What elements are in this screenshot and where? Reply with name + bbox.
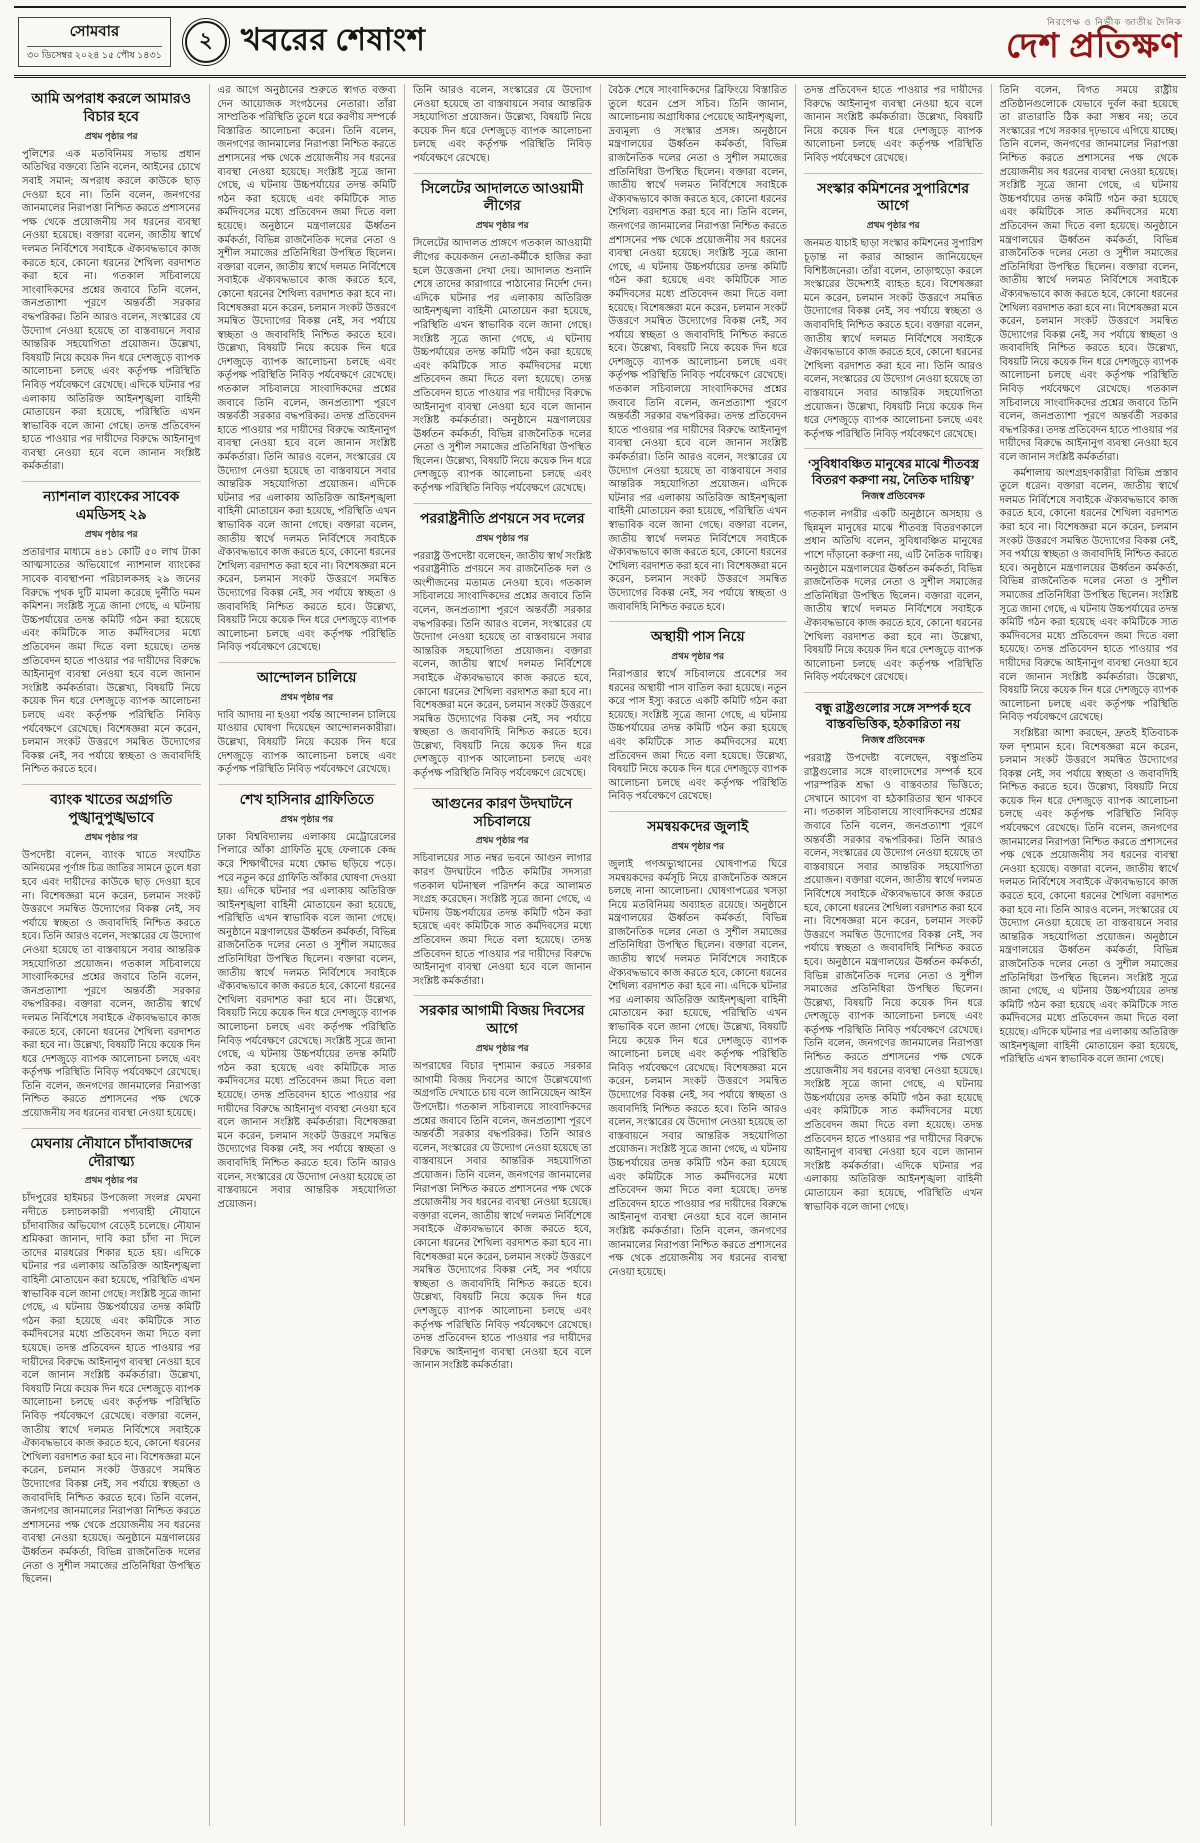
- article: [218, 662, 397, 777]
- masthead-block: [1006, 18, 1182, 65]
- article-body: গতকাল নগরীর একটি অনুষ্ঠানে অসহায় ও ছিন্নমূল মানুষের মাঝে শীতবস্ত্র বিতরণকালে প্রধান অতিথি বলেন, সুবিধাবঞ্চিত মানুষের পাশে দাঁড়ানো করুণা নয়, এটি নৈতিক দায়িত্ব। অনুষ্ঠানে মন্ত্রণালয়ের ঊর্ধ্বতন কর্মকর্তা, বিভিন্ন রাজনৈতিক দলের নেতা ও সুশীল সমাজের প্রতিনিধিরা উপস্থিত ছিলেন। বক্তারা বলেন, জাতীয় স্বার্থে দলমত নির্বিশেষে সবাইকে ঐক্যবদ্ধভাবে কাজ করতে হবে, কোনো ধরনের শৈথিল্য বরদাশত করা হবে না। উল্লেখ্য, বিষয়টি নিয়ে কয়েক দিন ধরে দেশজুড়ে ব্যাপক আলোচনা চলছে এবং কর্তৃপক্ষ পরিস্থিতি নিবিড় পর্যবেক্ষণে রেখেছে।: [804, 509, 983, 684]
- day-label: সোমবার: [27, 20, 162, 47]
- article-body: তদন্ত প্রতিবেদন হাতে পাওয়ার পর দায়ীদের বিরুদ্ধে আইনানুগ ব্যবস্থা নেওয়া হবে বলে জানান সংশ্লিষ্ট কর্মকর্তারা। উল্লেখ্য, বিষয়টি নিয়ে কয়েক দিন ধরে দেশজুড়ে ব্যাপক আলোচনা চলছে এবং কর্তৃপক্ষ পরিস্থিতি নিবিড় পর্যবেক্ষণে রেখেছে।: [804, 85, 983, 164]
- article-headline: মেঘনায় নৌযানে চাঁদাবাজদের দৌরাত্ম্য: [30, 1136, 193, 1170]
- reporter-byline: নিজস্ব প্রতিবেদক: [861, 736, 925, 746]
- page-header: [14, 6, 1186, 78]
- reporter-byline: নিজস্ব প্রতিবেদক: [861, 492, 925, 503]
- column-2: [209, 84, 405, 1826]
- continued-from-label: প্রথম পৃষ্ঠার পর: [280, 813, 334, 824]
- article-headline: সিলেটের আদালতে আওয়ামী লীগের: [421, 181, 584, 215]
- article-body: কর্মশালায় অংশগ্রহণকারীরা বিভিন্ন প্রস্তাব তুলে ধরেন। বক্তারা বলেন, জাতীয় স্বার্থে দলমত নির্বিশেষে সবাইকে ঐক্যবদ্ধভাবে কাজ করতে হবে, কোনো ধরনের শৈথিল্য বরদাশত করা হবে না। বিশেষজ্ঞরা মনে করেন, চলমান সংকট উত্তরণে সমন্বিত উদ্যোগের বিকল্প নেই, সব পর্যায়ে স্বচ্ছতা ও জবাবদিহি নিশ্চিত করতে হবে। অনুষ্ঠানে মন্ত্রণালয়ের ঊর্ধ্বতন কর্মকর্তা, বিভিন্ন রাজনৈতিক দলের নেতা ও সুশীল সমাজের প্রতিনিধিরা উপস্থিত ছিলেন। সংশ্লিষ্ট সূত্রে জানা গেছে, এ ঘটনায় উচ্চপর্যায়ের তদন্ত কমিটি গঠন করা হয়েছে এবং কমিটিকে সাত কর্মদিবসের মধ্যে প্রতিবেদন জমা দিতে বলা হয়েছে। তদন্ত প্রতিবেদন হাতে পাওয়ার পর দায়ীদের বিরুদ্ধে আইনানুগ ব্যবস্থা নেওয়া হবে বলে জানান সংশ্লিষ্ট কর্মকর্তারা। উল্লেখ্য, বিষয়টি নিয়ে কয়েক দিন ধরে দেশজুড়ে ব্যাপক আলোচনা চলছে এবং কর্তৃপক্ষ পরিস্থিতি নিবিড় পর্যবেক্ষণে রেখেছে।: [999, 467, 1178, 724]
- masthead-tagline: নিরপেক্ষ ও নির্ভীক জাতীয় দৈনিক: [1047, 16, 1182, 27]
- article-headline: আমি অপরাধ করলে আমারও বিচার হবে: [31, 92, 192, 125]
- article-continuation: [218, 84, 397, 655]
- article-body: বৈঠক শেষে সাংবাদিকদের ব্রিফিংয়ে বিস্তারিত তুলে ধরেন প্রেস সচিব। তিনি জানান, আলোচনায় অগ্রাধিকার পেয়েছে আইনশৃঙ্খলা, দ্রব্যমূল্য ও সংস্কার প্রসঙ্গ। অনুষ্ঠানে মন্ত্রণালয়ের ঊর্ধ্বতন কর্মকর্তা, বিভিন্ন রাজনৈতিক দলের নেতা ও সুশীল সমাজের প্রতিনিধিরা উপস্থিত ছিলেন। বক্তারা বলেন, জাতীয় স্বার্থে দলমত নির্বিশেষে সবাইকে ঐক্যবদ্ধভাবে কাজ করতে হবে, কোনো ধরনের শৈথিল্য বরদাশত করা হবে না। তিনি বলেন, জনগণের জানমালের নিরাপত্তা নিশ্চিত করতে প্রশাসনের পক্ষ থেকে প্রয়োজনীয় সব ধরনের ব্যবস্থা নেওয়া হয়েছে। সংশ্লিষ্ট সূত্রে জানা গেছে, এ ঘটনায় উচ্চপর্যায়ের তদন্ত কমিটি গঠন করা হয়েছে এবং কমিটিকে সাত কর্মদিবসের মধ্যে প্রতিবেদন জমা দিতে বলা হয়েছে। বিশেষজ্ঞরা মনে করেন, চলমান সংকট উত্তরণে সমন্বিত উদ্যোগের বিকল্প নেই, সব পর্যায়ে স্বচ্ছতা ও জবাবদিহি নিশ্চিত করতে হবে। উল্লেখ্য, বিষয়টি নিয়ে কয়েক দিন ধরে দেশজুড়ে ব্যাপক আলোচনা চলছে এবং কর্তৃপক্ষ পরিস্থিতি নিবিড় পর্যবেক্ষণে রেখেছে। গতকাল সচিবালয়ে সাংবাদিকদের প্রশ্নের জবাবে তিনি বলেন, জনপ্রত্যাশা পূরণে অন্তর্বর্তী সরকার বদ্ধপরিকর। তদন্ত প্রতিবেদন হাতে পাওয়ার পর দায়ীদের বিরুদ্ধে আইনানুগ ব্যবস্থা নেওয়া হবে বলে জানান সংশ্লিষ্ট কর্মকর্তারা। তিনি আরও বলেন, সংস্কারের যে উদ্যোগ নেওয়া হয়েছে তা বাস্তবায়নে সবার আন্তরিক সহযোগিতা প্রয়োজন। এদিকে ঘটনার পর এলাকায় অতিরিক্ত আইনশৃঙ্খলা বাহিনী মোতায়েন করা হয়েছে, পরিস্থিতি এখন স্বাভাবিক বলে জানা গেছে। বক্তারা বলেন, জাতীয় স্বার্থে দলমত নির্বিশেষে সবাইকে ঐক্যবদ্ধভাবে কাজ করতে হবে, কোনো ধরনের শৈথিল্য বরদাশত করা হবে না। বিশেষজ্ঞরা মনে করেন, চলমান সংকট উত্তরণে সমন্বিত উদ্যোগের বিকল্প নেই, সব পর্যায়ে স্বচ্ছতা ও জবাবদিহি নিশ্চিত করতে হবে।: [608, 85, 787, 613]
- article-body: নিরাপত্তার স্বার্থে সচিবালয়ে প্রবেশের সব ধরনের অস্থায়ী পাস বাতিল করা হয়েছে। নতুন করে পাস ইস্যু করতে একটি কমিটি গঠন করা হয়েছে। সংশ্লিষ্ট সূত্রে জানা গেছে, এ ঘটনায় উচ্চপর্যায়ের তদন্ত কমিটি গঠন করা হয়েছে এবং কমিটিকে সাত কর্মদিবসের মধ্যে প্রতিবেদন জমা দিতে বলা হয়েছে। উল্লেখ্য, বিষয়টি নিয়ে কয়েক দিন ধরে দেশজুড়ে ব্যাপক আলোচনা চলছে এবং কর্তৃপক্ষ পরিস্থিতি নিবিড় পর্যবেক্ষণে রেখেছে।: [608, 669, 787, 803]
- article-headline: ‘সুবিধাবঞ্চিত মানুষের মাঝে শীতবস্ত্র বিতরণ করুণা নয়, নৈতিক দায়িত্ব’: [807, 457, 980, 488]
- continued-from-label: প্রথম পৃষ্ঠার পর: [671, 651, 725, 662]
- article: [413, 995, 592, 1372]
- article-continuation: [1000, 84, 1179, 1067]
- column-4: [600, 84, 796, 1826]
- article-body: উপদেষ্টা বলেন, ব্যাংক খাতে সংঘটিত অনিয়মের পূর্ণাঙ্গ চিত্র জাতির সামনে তুলে ধরা হবে এবং দায়ীদের কাউকে ছাড় দেওয়া হবে না। বিশেষজ্ঞরা মনে করেন, চলমান সংকট উত্তরণে সমন্বিত উদ্যোগের বিকল্প নেই, সব পর্যায়ে স্বচ্ছতা ও জবাবদিহি নিশ্চিত করতে হবে। তিনি আরও বলেন, সংস্কারের যে উদ্যোগ নেওয়া হয়েছে তা বাস্তবায়নে সবার আন্তরিক সহযোগিতা প্রয়োজন। গতকাল সচিবালয়ে সাংবাদিকদের প্রশ্নের জবাবে তিনি বলেন, জনপ্রত্যাশা পূরণে অন্তর্বর্তী সরকার বদ্ধপরিকর। বক্তারা বলেন, জাতীয় স্বার্থে দলমত নির্বিশেষে সবাইকে ঐক্যবদ্ধভাবে কাজ করতে হবে, কোনো ধরনের শৈথিল্য বরদাশত করা হবে না। উল্লেখ্য, বিষয়টি নিয়ে কয়েক দিন ধরে দেশজুড়ে ব্যাপক আলোচনা চলছে এবং কর্তৃপক্ষ পরিস্থিতি নিবিড় পর্যবেক্ষণে রেখেছে। তিনি বলেন, জনগণের জানমালের নিরাপত্তা নিশ্চিত করতে প্রশাসনের পক্ষ থেকে প্রয়োজনীয় সব ধরনের ব্যবস্থা নেওয়া হয়েছে।: [22, 849, 201, 1120]
- article: [413, 173, 592, 496]
- article-headline: পররাষ্ট্রনীতি প্রণয়নে সব দলের: [419, 511, 585, 527]
- article: [804, 692, 983, 1214]
- section-title: খবরের শেষাংশ: [240, 21, 426, 57]
- article: [22, 91, 201, 474]
- article-body: সংশ্লিষ্টরা আশা করছেন, দ্রুতই ইতিবাচক ফল দৃশ্যমান হবে। বিশেষজ্ঞরা মনে করেন, চলমান সংকট উত্তরণে সমন্বিত উদ্যোগের বিকল্প নেই, সব পর্যায়ে স্বচ্ছতা ও জবাবদিহি নিশ্চিত করতে হবে। উল্লেখ্য, বিষয়টি নিয়ে কয়েক দিন ধরে দেশজুড়ে ব্যাপক আলোচনা চলছে এবং কর্তৃপক্ষ পরিস্থিতি নিবিড় পর্যবেক্ষণে রেখেছে। তিনি বলেন, জনগণের জানমালের নিরাপত্তা নিশ্চিত করতে প্রশাসনের পক্ষ থেকে প্রয়োজনীয় সব ধরনের ব্যবস্থা নেওয়া হয়েছে। বক্তারা বলেন, জাতীয় স্বার্থে দলমত নির্বিশেষে সবাইকে ঐক্যবদ্ধভাবে কাজ করতে হবে, কোনো ধরনের শৈথিল্য বরদাশত করা হবে না। তিনি আরও বলেন, সংস্কারের যে উদ্যোগ নেওয়া হয়েছে তা বাস্তবায়নে সবার আন্তরিক সহযোগিতা প্রয়োজন। অনুষ্ঠানে মন্ত্রণালয়ের ঊর্ধ্বতন কর্মকর্তা, বিভিন্ন রাজনৈতিক দলের নেতা ও সুশীল সমাজের প্রতিনিধিরা উপস্থিত ছিলেন। সংশ্লিষ্ট সূত্রে জানা গেছে, এ ঘটনায় উচ্চপর্যায়ের তদন্ত কমিটি গঠন করা হয়েছে এবং কমিটিকে সাত কর্মদিবসের মধ্যে প্রতিবেদন জমা দিতে বলা হয়েছে। এদিকে ঘটনার পর এলাকায় অতিরিক্ত আইনশৃঙ্খলা বাহিনী মোতায়েন করা হয়েছে, পরিস্থিতি এখন স্বাভাবিক বলে জানা গেছে।: [999, 727, 1178, 1066]
- article: [218, 784, 397, 1212]
- continued-from-label: প্রথম পৃষ্ঠার পর: [84, 130, 138, 141]
- continued-from-label: প্রথম পৃষ্ঠার পর: [84, 528, 138, 539]
- article-headline: আগুনের কারণ উদঘাটনে সচিবালয়ে: [432, 796, 573, 830]
- article-body: এর আগে অনুষ্ঠানের শুরুতে স্বাগত বক্তব্য দেন আয়োজক সংগঠনের নেতারা। তাঁরা সাম্প্রতিক পরিস্থিতি তুলে ধরে করণীয় সম্পর্কে বিস্তারিত আলোচনা করেন। তিনি বলেন, জনগণের জানমালের নিরাপত্তা নিশ্চিত করতে প্রশাসনের পক্ষ থেকে প্রয়োজনীয় সব ধরনের ব্যবস্থা নেওয়া হয়েছে। সংশ্লিষ্ট সূত্রে জানা গেছে, এ ঘটনায় উচ্চপর্যায়ের তদন্ত কমিটি গঠন করা হয়েছে এবং কমিটিকে সাত কর্মদিবসের মধ্যে প্রতিবেদন জমা দিতে বলা হয়েছে। অনুষ্ঠানে মন্ত্রণালয়ের ঊর্ধ্বতন কর্মকর্তা, বিভিন্ন রাজনৈতিক দলের নেতা ও সুশীল সমাজের প্রতিনিধিরা উপস্থিত ছিলেন। বক্তারা বলেন, জাতীয় স্বার্থে দলমত নির্বিশেষে সবাইকে ঐক্যবদ্ধভাবে কাজ করতে হবে, কোনো ধরনের শৈথিল্য বরদাশত করা হবে না। বিশেষজ্ঞরা মনে করেন, চলমান সংকট উত্তরণে সমন্বিত উদ্যোগের বিকল্প নেই, সব পর্যায়ে স্বচ্ছতা ও জবাবদিহি নিশ্চিত করতে হবে। উল্লেখ্য, বিষয়টি নিয়ে কয়েক দিন ধরে দেশজুড়ে ব্যাপক আলোচনা চলছে এবং কর্তৃপক্ষ পরিস্থিতি নিবিড় পর্যবেক্ষণে রেখেছে। গতকাল সচিবালয়ে সাংবাদিকদের প্রশ্নের জবাবে তিনি বলেন, জনপ্রত্যাশা পূরণে অন্তর্বর্তী সরকার বদ্ধপরিকর। তদন্ত প্রতিবেদন হাতে পাওয়ার পর দায়ীদের বিরুদ্ধে আইনানুগ ব্যবস্থা নেওয়া হবে বলে জানান সংশ্লিষ্ট কর্মকর্তারা। তিনি আরও বলেন, সংস্কারের যে উদ্যোগ নেওয়া হয়েছে তা বাস্তবায়নে সবার আন্তরিক সহযোগিতা প্রয়োজন। এদিকে ঘটনার পর এলাকায় অতিরিক্ত আইনশৃঙ্খলা বাহিনী মোতায়েন করা হয়েছে, পরিস্থিতি এখন স্বাভাবিক বলে জানা গেছে। বক্তারা বলেন, জাতীয় স্বার্থে দলমত নির্বিশেষে সবাইকে ঐক্যবদ্ধভাবে কাজ করতে হবে, কোনো ধরনের শৈথিল্য বরদাশত করা হবে না। বিশেষজ্ঞরা মনে করেন, চলমান সংকট উত্তরণে সমন্বিত উদ্যোগের বিকল্প নেই, সব পর্যায়ে স্বচ্ছতা ও জবাবদিহি নিশ্চিত করতে হবে। উল্লেখ্য, বিষয়টি নিয়ে কয়েক দিন ধরে দেশজুড়ে ব্যাপক আলোচনা চলছে এবং কর্তৃপক্ষ পরিস্থিতি নিবিড় পর্যবেক্ষণে রেখেছে।: [217, 85, 396, 654]
- article-headline: সমন্বয়কদের জুলাই: [647, 820, 749, 835]
- article-continuation: [609, 84, 788, 614]
- article: [413, 503, 592, 781]
- article: [22, 784, 201, 1121]
- article-body: জুলাই গণঅভ্যুত্থানের ঘোষণাপত্র ঘিরে সমন্বয়কদের কর্মসূচি নিয়ে রাজনৈতিক অঙ্গনে চলছে নানা আলোচনা। ঘোষণাপত্রের খসড়া নিয়ে মতবিনিময় অব্যাহত রয়েছে। অনুষ্ঠানে মন্ত্রণালয়ের ঊর্ধ্বতন কর্মকর্তা, বিভিন্ন রাজনৈতিক দলের নেতা ও সুশীল সমাজের প্রতিনিধিরা উপস্থিত ছিলেন। বক্তারা বলেন, জাতীয় স্বার্থে দলমত নির্বিশেষে সবাইকে ঐক্যবদ্ধভাবে কাজ করতে হবে, কোনো ধরনের শৈথিল্য বরদাশত করা হবে না। এদিকে ঘটনার পর এলাকায় অতিরিক্ত আইনশৃঙ্খলা বাহিনী মোতায়েন করা হয়েছে, পরিস্থিতি এখন স্বাভাবিক বলে জানা গেছে। উল্লেখ্য, বিষয়টি নিয়ে কয়েক দিন ধরে দেশজুড়ে ব্যাপক আলোচনা চলছে এবং কর্তৃপক্ষ পরিস্থিতি নিবিড় পর্যবেক্ষণে রেখেছে। বিশেষজ্ঞরা মনে করেন, চলমান সংকট উত্তরণে সমন্বিত উদ্যোগের বিকল্প নেই, সব পর্যায়ে স্বচ্ছতা ও জবাবদিহি নিশ্চিত করতে হবে। তিনি আরও বলেন, সংস্কারের যে উদ্যোগ নেওয়া হয়েছে তা বাস্তবায়নে সবার আন্তরিক সহযোগিতা প্রয়োজন। সংশ্লিষ্ট সূত্রে জানা গেছে, এ ঘটনায় উচ্চপর্যায়ের তদন্ত কমিটি গঠন করা হয়েছে এবং কমিটিকে সাত কর্মদিবসের মধ্যে প্রতিবেদন জমা দিতে বলা হয়েছে। তদন্ত প্রতিবেদন হাতে পাওয়ার পর দায়ীদের বিরুদ্ধে আইনানুগ ব্যবস্থা নেওয়া হবে বলে জানান সংশ্লিষ্ট কর্মকর্তারা। তিনি বলেন, জনগণের জানমালের নিরাপত্তা নিশ্চিত করতে প্রশাসনের পক্ষ থেকে প্রয়োজনীয় সব ধরনের ব্যবস্থা নেওয়া হয়েছে।: [608, 858, 787, 1278]
- article-continuation: [804, 84, 983, 166]
- continued-from-label: প্রথম পৃষ্ঠার পর: [475, 532, 529, 543]
- article-body: দাবি আদায় না হওয়া পর্যন্ত আন্দোলন চালিয়ে যাওয়ার ঘোষণা দিয়েছেন আন্দোলনকারীরা। উল্লেখ্য, বিষয়টি নিয়ে কয়েক দিন ধরে দেশজুড়ে ব্যাপক আলোচনা চলছে এবং কর্তৃপক্ষ পরিস্থিতি নিবিড় পর্যবেক্ষণে রেখেছে।: [217, 709, 396, 776]
- article: [609, 811, 788, 1279]
- column-5: [795, 84, 991, 1826]
- column-3: [404, 84, 600, 1826]
- date-box: [18, 17, 171, 67]
- article-body: পররাষ্ট্র উপদেষ্টা বলেছেন, জাতীয় স্বার্থ সংশ্লিষ্ট পররাষ্ট্রনীতি প্রণয়নে সব রাজনৈতিক দল ও অংশীজনের মতামত নেওয়া হবে। গতকাল সচিবালয়ে সাংবাদিকদের প্রশ্নের জবাবে তিনি বলেন, জনপ্রত্যাশা পূরণে অন্তর্বর্তী সরকার বদ্ধপরিকর। তিনি আরও বলেন, সংস্কারের যে উদ্যোগ নেওয়া হয়েছে তা বাস্তবায়নে সবার আন্তরিক সহযোগিতা প্রয়োজন। বক্তারা বলেন, জাতীয় স্বার্থে দলমত নির্বিশেষে সবাইকে ঐক্যবদ্ধভাবে কাজ করতে হবে, কোনো ধরনের শৈথিল্য বরদাশত করা হবে না। বিশেষজ্ঞরা মনে করেন, চলমান সংকট উত্তরণে সমন্বিত উদ্যোগের বিকল্প নেই, সব পর্যায়ে স্বচ্ছতা ও জবাবদিহি নিশ্চিত করতে হবে। উল্লেখ্য, বিষয়টি নিয়ে কয়েক দিন ধরে দেশজুড়ে ব্যাপক আলোচনা চলছে এবং কর্তৃপক্ষ পরিস্থিতি নিবিড় পর্যবেক্ষণে রেখেছে।: [413, 550, 592, 780]
- article-body: পররাষ্ট্র উপদেষ্টা বলেছেন, বন্ধুপ্রতিম রাষ্ট্রগুলোর সঙ্গে বাংলাদেশের সম্পর্ক হবে পারস্পরিক শ্রদ্ধা ও বাস্তবতার ভিত্তিতে; সেখানে আবেগ বা হঠকারিতার স্থান থাকবে না। গতকাল সচিবালয়ে সাংবাদিকদের প্রশ্নের জবাবে তিনি বলেন, জনপ্রত্যাশা পূরণে অন্তর্বর্তী সরকার বদ্ধপরিকর। তিনি আরও বলেন, সংস্কারের যে উদ্যোগ নেওয়া হয়েছে তা বাস্তবায়নে সবার আন্তরিক সহযোগিতা প্রয়োজন। বক্তারা বলেন, জাতীয় স্বার্থে দলমত নির্বিশেষে সবাইকে ঐক্যবদ্ধভাবে কাজ করতে হবে, কোনো ধরনের শৈথিল্য বরদাশত করা হবে না। বিশেষজ্ঞরা মনে করেন, চলমান সংকট উত্তরণে সমন্বিত উদ্যোগের বিকল্প নেই, সব পর্যায়ে স্বচ্ছতা ও জবাবদিহি নিশ্চিত করতে হবে। অনুষ্ঠানে মন্ত্রণালয়ের ঊর্ধ্বতন কর্মকর্তা, বিভিন্ন রাজনৈতিক দলের নেতা ও সুশীল সমাজের প্রতিনিধিরা উপস্থিত ছিলেন। উল্লেখ্য, বিষয়টি নিয়ে কয়েক দিন ধরে দেশজুড়ে ব্যাপক আলোচনা চলছে এবং কর্তৃপক্ষ পরিস্থিতি নিবিড় পর্যবেক্ষণে রেখেছে। তিনি বলেন, জনগণের জানমালের নিরাপত্তা নিশ্চিত করতে প্রশাসনের পক্ষ থেকে প্রয়োজনীয় সব ধরনের ব্যবস্থা নেওয়া হয়েছে। সংশ্লিষ্ট সূত্রে জানা গেছে, এ ঘটনায় উচ্চপর্যায়ের তদন্ত কমিটি গঠন করা হয়েছে এবং কমিটিকে সাত কর্মদিবসের মধ্যে প্রতিবেদন জমা দিতে বলা হয়েছে। তদন্ত প্রতিবেদন হাতে পাওয়ার পর দায়ীদের বিরুদ্ধে আইনানুগ ব্যবস্থা নেওয়া হবে বলে জানান সংশ্লিষ্ট কর্মকর্তারা। এদিকে ঘটনার পর এলাকায় অতিরিক্ত আইনশৃঙ্খলা বাহিনী মোতায়েন করা হয়েছে, পরিস্থিতি এখন স্বাভাবিক বলে জানা গেছে।: [804, 753, 983, 1213]
- column-1: [14, 84, 209, 1826]
- continued-from-label: প্রথম পৃষ্ঠার পর: [475, 220, 529, 231]
- article-headline: সরকার আগামী বিজয় দিবসের আগে: [419, 1004, 585, 1038]
- article-body: জনমত যাচাই ছাড়া সংস্কার কমিশনের সুপারিশ চূড়ান্ত না করার আহ্বান জানিয়েছেন বিশিষ্টজনেরা। তাঁরা বলেন, তাড়াহুড়ো করলে সংস্কারের উদ্দেশ্যই ব্যাহত হবে। বিশেষজ্ঞরা মনে করেন, চলমান সংকট উত্তরণে সমন্বিত উদ্যোগের বিকল্প নেই, সব পর্যায়ে স্বচ্ছতা ও জবাবদিহি নিশ্চিত করতে হবে। বক্তারা বলেন, জাতীয় স্বার্থে দলমত নির্বিশেষে সবাইকে ঐক্যবদ্ধভাবে কাজ করতে হবে, কোনো ধরনের শৈথিল্য বরদাশত করা হবে না। তিনি আরও বলেন, সংস্কারের যে উদ্যোগ নেওয়া হয়েছে তা বাস্তবায়নে সবার আন্তরিক সহযোগিতা প্রয়োজন। উল্লেখ্য, বিষয়টি নিয়ে কয়েক দিন ধরে দেশজুড়ে ব্যাপক আলোচনা চলছে এবং কর্তৃপক্ষ পরিস্থিতি নিবিড় পর্যবেক্ষণে রেখেছে।: [804, 238, 983, 440]
- article-headline: বন্ধু রাষ্ট্রগুলোর সঙ্গে সম্পর্ক হবে বাস্তবভিত্তিক, হঠকারিতা নয়: [815, 701, 971, 731]
- article: [609, 621, 788, 804]
- article-continuation: [413, 84, 592, 166]
- article-body: প্রতারণার মাধ্যমে ৪৪১ কোটি ৫০ লাখ টাকা আত্মসাতের অভিযোগে ন্যাশনাল ব্যাংকের সাবেক ব্যবস্থাপনা পরিচালকসহ ২৯ জনের বিরুদ্ধে পৃথক দুটি মামলা করেছে দুর্নীতি দমন কমিশন। সংশ্লিষ্ট সূত্রে জানা গেছে, এ ঘটনায় উচ্চপর্যায়ের তদন্ত কমিটি গঠন করা হয়েছে এবং কমিটিকে সাত কর্মদিবসের মধ্যে প্রতিবেদন জমা দিতে বলা হয়েছে। তদন্ত প্রতিবেদন হাতে পাওয়ার পর দায়ীদের বিরুদ্ধে আইনানুগ ব্যবস্থা নেওয়া হবে বলে জানান সংশ্লিষ্ট কর্মকর্তারা। উল্লেখ্য, বিষয়টি নিয়ে কয়েক দিন ধরে দেশজুড়ে ব্যাপক আলোচনা চলছে এবং কর্তৃপক্ষ পরিস্থিতি নিবিড় পর্যবেক্ষণে রেখেছে। বিশেষজ্ঞরা মনে করেন, চলমান সংকট উত্তরণে সমন্বিত উদ্যোগের বিকল্প নেই, সব পর্যায়ে স্বচ্ছতা ও জবাবদিহি নিশ্চিত করতে হবে।: [22, 546, 201, 776]
- continued-from-label: প্রথম পৃষ্ঠার পর: [866, 220, 920, 231]
- continued-from-label: প্রথম পৃষ্ঠার পর: [84, 831, 138, 842]
- continued-from-label: প্রথম পৃষ্ঠার পর: [475, 835, 529, 846]
- article-body: সচিবালয়ের সাত নম্বর ভবনে আগুন লাগার কারণ উদঘাটনে গঠিত কমিটির সদস্যরা গতকাল ঘটনাস্থল পরিদর্শন করে আলামত সংগ্রহ করেছেন। সংশ্লিষ্ট সূত্রে জানা গেছে, এ ঘটনায় উচ্চপর্যায়ের তদন্ত কমিটি গঠন করা হয়েছে এবং কমিটিকে সাত কর্মদিবসের মধ্যে প্রতিবেদন জমা দিতে বলা হয়েছে। তদন্ত প্রতিবেদন হাতে পাওয়ার পর দায়ীদের বিরুদ্ধে আইনানুগ ব্যবস্থা নেওয়া হবে বলে জানান সংশ্লিষ্ট কর্মকর্তারা।: [413, 853, 592, 987]
- article-body: সিলেটের আদালত প্রাঙ্গণে গতকাল আওয়ামী লীগের কয়েকজন নেতা-কর্মীকে হাজির করা হলে উত্তেজনা দেখা দেয়। আদালত শুনানি শেষে তাদের কারাগারে পাঠানোর নির্দেশ দেন। এদিকে ঘটনার পর এলাকায় অতিরিক্ত আইনশৃঙ্খলা বাহিনী মোতায়েন করা হয়েছে, পরিস্থিতি এখন স্বাভাবিক বলে জানা গেছে। সংশ্লিষ্ট সূত্রে জানা গেছে, এ ঘটনায় উচ্চপর্যায়ের তদন্ত কমিটি গঠন করা হয়েছে এবং কমিটিকে সাত কর্মদিবসের মধ্যে প্রতিবেদন জমা দিতে বলা হয়েছে। তদন্ত প্রতিবেদন হাতে পাওয়ার পর দায়ীদের বিরুদ্ধে আইনানুগ ব্যবস্থা নেওয়া হবে বলে জানান সংশ্লিষ্ট কর্মকর্তারা। অনুষ্ঠানে মন্ত্রণালয়ের ঊর্ধ্বতন কর্মকর্তা, বিভিন্ন রাজনৈতিক দলের নেতা ও সুশীল সমাজের প্রতিনিধিরা উপস্থিত ছিলেন। উল্লেখ্য, বিষয়টি নিয়ে কয়েক দিন ধরে দেশজুড়ে ব্যাপক আলোচনা চলছে এবং কর্তৃপক্ষ পরিস্থিতি নিবিড় পর্যবেক্ষণে রেখেছে।: [413, 238, 592, 495]
- article-headline: আন্দোলন চালিয়ে: [257, 670, 357, 686]
- article-headline: ব্যাংক খাতের অগ্রগতি পুঙ্খানুপুঙ্খভাবে: [50, 792, 173, 826]
- article: [413, 788, 592, 989]
- article-headline: ন্যাশনাল ব্যাংকের সাবেক এমডিসহ ২৯: [43, 490, 180, 523]
- article-body: তিনি বলেন, বিগত সময়ে রাষ্ট্রীয় প্রতিষ্ঠানগুলোকে যেভাবে দুর্বল করা হয়েছে তা রাতারাতি ঠিক করা সম্ভব নয়; তবে সংস্কারের পথে সরকার দৃঢ়ভাবে এগিয়ে যাচ্ছে। তিনি বলেন, জনগণের জানমালের নিরাপত্তা নিশ্চিত করতে প্রশাসনের পক্ষ থেকে প্রয়োজনীয় সব ধরনের ব্যবস্থা নেওয়া হয়েছে। সংশ্লিষ্ট সূত্রে জানা গেছে, এ ঘটনায় উচ্চপর্যায়ের তদন্ত কমিটি গঠন করা হয়েছে এবং কমিটিকে সাত কর্মদিবসের মধ্যে প্রতিবেদন জমা দিতে বলা হয়েছে। অনুষ্ঠানে মন্ত্রণালয়ের ঊর্ধ্বতন কর্মকর্তা, বিভিন্ন রাজনৈতিক দলের নেতা ও সুশীল সমাজের প্রতিনিধিরা উপস্থিত ছিলেন। বক্তারা বলেন, জাতীয় স্বার্থে দলমত নির্বিশেষে সবাইকে ঐক্যবদ্ধভাবে কাজ করতে হবে, কোনো ধরনের শৈথিল্য বরদাশত করা হবে না। বিশেষজ্ঞরা মনে করেন, চলমান সংকট উত্তরণে সমন্বিত উদ্যোগের বিকল্প নেই, সব পর্যায়ে স্বচ্ছতা ও জবাবদিহি নিশ্চিত করতে হবে। উল্লেখ্য, বিষয়টি নিয়ে কয়েক দিন ধরে দেশজুড়ে ব্যাপক আলোচনা চলছে এবং কর্তৃপক্ষ পরিস্থিতি নিবিড় পর্যবেক্ষণে রেখেছে। গতকাল সচিবালয়ে সাংবাদিকদের প্রশ্নের জবাবে তিনি বলেন, জনপ্রত্যাশা পূরণে অন্তর্বর্তী সরকার বদ্ধপরিকর। তদন্ত প্রতিবেদন হাতে পাওয়ার পর দায়ীদের বিরুদ্ধে আইনানুগ ব্যবস্থা নেওয়া হবে বলে জানান সংশ্লিষ্ট কর্মকর্তারা।: [999, 85, 1178, 464]
- page-number-badge: ২: [185, 21, 227, 63]
- date-label: ৩০ ডিসেম্বর ২০২৪ ১৫ পৌষ ১৪৩১: [27, 50, 162, 61]
- article: [22, 1128, 201, 1587]
- article: [22, 481, 201, 777]
- continued-from-label: প্রথম পৃষ্ঠার পর: [84, 1175, 138, 1186]
- article-headline: অস্থায়ী পাস নিয়ে: [650, 630, 745, 646]
- article-headline: সংস্কার কমিশনের সুপারিশের আগে: [817, 181, 970, 215]
- article: [804, 173, 983, 442]
- continued-from-label: প্রথম পৃষ্ঠার পর: [475, 1043, 529, 1054]
- article-body: পুলিশের এক মতবিনিময় সভায় প্রধান অতিথির বক্তব্যে তিনি বলেন, আইনের চোখে সবাই সমান; অপরাধ করলে কাউকে ছাড় দেওয়া হবে না। তিনি বলেন, জনগণের জানমালের নিরাপত্তা নিশ্চিত করতে প্রশাসনের পক্ষ থেকে প্রয়োজনীয় সব ধরনের ব্যবস্থা নেওয়া হয়েছে। বক্তারা বলেন, জাতীয় স্বার্থে দলমত নির্বিশেষে সবাইকে ঐক্যবদ্ধভাবে কাজ করতে হবে, কোনো ধরনের শৈথিল্য বরদাশত করা হবে না। গতকাল সচিবালয়ে সাংবাদিকদের প্রশ্নের জবাবে তিনি বলেন, জনপ্রত্যাশা পূরণে অন্তর্বর্তী সরকার বদ্ধপরিকর। তিনি আরও বলেন, সংস্কারের যে উদ্যোগ নেওয়া হয়েছে তা বাস্তবায়নে সবার আন্তরিক সহযোগিতা প্রয়োজন। উল্লেখ্য, বিষয়টি নিয়ে কয়েক দিন ধরে দেশজুড়ে ব্যাপক আলোচনা চলছে এবং কর্তৃপক্ষ পরিস্থিতি নিবিড় পর্যবেক্ষণে রেখেছে। এদিকে ঘটনার পর এলাকায় অতিরিক্ত আইনশৃঙ্খলা বাহিনী মোতায়েন করা হয়েছে, পরিস্থিতি এখন স্বাভাবিক বলে জানা গেছে। তদন্ত প্রতিবেদন হাতে পাওয়ার পর দায়ীদের বিরুদ্ধে আইনানুগ ব্যবস্থা নেওয়া হবে বলে জানান সংশ্লিষ্ট কর্মকর্তারা।: [22, 148, 201, 473]
- article-headline: শেখ হাসিনার গ্রাফিতিতে: [239, 792, 374, 808]
- article-body: তিনি আরও বলেন, সংস্কারের যে উদ্যোগ নেওয়া হয়েছে তা বাস্তবায়নে সবার আন্তরিক সহযোগিতা প্রয়োজন। উল্লেখ্য, বিষয়টি নিয়ে কয়েক দিন ধরে দেশজুড়ে ব্যাপক আলোচনা চলছে এবং কর্তৃপক্ষ পরিস্থিতি নিবিড় পর্যবেক্ষণে রেখেছে।: [413, 85, 592, 164]
- article-columns: [14, 84, 1186, 1826]
- masthead-logo: দেশ প্রতিক্ষণ: [1006, 27, 1182, 65]
- continued-from-label: প্রথম পৃষ্ঠার পর: [280, 691, 334, 702]
- article-body: ঢাকা বিশ্ববিদ্যালয় এলাকায় মেট্রোরেলের পিলারে আঁকা গ্রাফিতি মুছে ফেলাকে কেন্দ্র করে শিক্ষার্থীদের মধ্যে ক্ষোভ ছড়িয়ে পড়ে। পরে নতুন করে গ্রাফিতি আঁকার ঘোষণা দেওয়া হয়। এদিকে ঘটনার পর এলাকায় অতিরিক্ত আইনশৃঙ্খলা বাহিনী মোতায়েন করা হয়েছে, পরিস্থিতি এখন স্বাভাবিক বলে জানা গেছে। অনুষ্ঠানে মন্ত্রণালয়ের ঊর্ধ্বতন কর্মকর্তা, বিভিন্ন রাজনৈতিক দলের নেতা ও সুশীল সমাজের প্রতিনিধিরা উপস্থিত ছিলেন। বক্তারা বলেন, জাতীয় স্বার্থে দলমত নির্বিশেষে সবাইকে ঐক্যবদ্ধভাবে কাজ করতে হবে, কোনো ধরনের শৈথিল্য বরদাশত করা হবে না। উল্লেখ্য, বিষয়টি নিয়ে কয়েক দিন ধরে দেশজুড়ে ব্যাপক আলোচনা চলছে এবং কর্তৃপক্ষ পরিস্থিতি নিবিড় পর্যবেক্ষণে রেখেছে। সংশ্লিষ্ট সূত্রে জানা গেছে, এ ঘটনায় উচ্চপর্যায়ের তদন্ত কমিটি গঠন করা হয়েছে এবং কমিটিকে সাত কর্মদিবসের মধ্যে প্রতিবেদন জমা দিতে বলা হয়েছে। তদন্ত প্রতিবেদন হাতে পাওয়ার পর দায়ীদের বিরুদ্ধে আইনানুগ ব্যবস্থা নেওয়া হবে বলে জানান সংশ্লিষ্ট কর্মকর্তারা। বিশেষজ্ঞরা মনে করেন, চলমান সংকট উত্তরণে সমন্বিত উদ্যোগের বিকল্প নেই, সব পর্যায়ে স্বচ্ছতা ও জবাবদিহি নিশ্চিত করতে হবে। তিনি আরও বলেন, সংস্কারের যে উদ্যোগ নেওয়া হয়েছে তা বাস্তবায়নে সবার আন্তরিক সহযোগিতা প্রয়োজন।: [217, 831, 396, 1210]
- article: [804, 448, 983, 685]
- continued-from-label: প্রথম পৃষ্ঠার পর: [671, 840, 725, 851]
- column-6: [991, 84, 1187, 1826]
- article-body: অপরাধের বিচার দৃশ্যমান করতে সরকার আগামী বিজয় দিবসের আগে উল্লেখযোগ্য অগ্রগতি দেখাতে চায় বলে জানিয়েছেন আইন উপদেষ্টা। গতকাল সচিবালয়ে সাংবাদিকদের প্রশ্নের জবাবে তিনি বলেন, জনপ্রত্যাশা পূরণে অন্তর্বর্তী সরকার বদ্ধপরিকর। তিনি আরও বলেন, সংস্কারের যে উদ্যোগ নেওয়া হয়েছে তা বাস্তবায়নে সবার আন্তরিক সহযোগিতা প্রয়োজন। তিনি বলেন, জনগণের জানমালের নিরাপত্তা নিশ্চিত করতে প্রশাসনের পক্ষ থেকে প্রয়োজনীয় সব ধরনের ব্যবস্থা নেওয়া হয়েছে। বক্তারা বলেন, জাতীয় স্বার্থে দলমত নির্বিশেষে সবাইকে ঐক্যবদ্ধভাবে কাজ করতে হবে, কোনো ধরনের শৈথিল্য বরদাশত করা হবে না। বিশেষজ্ঞরা মনে করেন, চলমান সংকট উত্তরণে সমন্বিত উদ্যোগের বিকল্প নেই, সব পর্যায়ে স্বচ্ছতা ও জবাবদিহি নিশ্চিত করতে হবে। উল্লেখ্য, বিষয়টি নিয়ে কয়েক দিন ধরে দেশজুড়ে ব্যাপক আলোচনা চলছে এবং কর্তৃপক্ষ পরিস্থিতি নিবিড় পর্যবেক্ষণে রেখেছে। তদন্ত প্রতিবেদন হাতে পাওয়ার পর দায়ীদের বিরুদ্ধে আইনানুগ ব্যবস্থা নেওয়া হবে বলে জানান সংশ্লিষ্ট কর্মকর্তারা।: [413, 1061, 592, 1372]
- article-body: চাঁদপুরের হাইমচর উপজেলা সংলগ্ন মেঘনা নদীতে চলাচলকারী পণ্যবাহী নৌযানে চাঁদাবাজির অভিযোগ বেড়েই চলেছে। নৌযান শ্রমিকরা জানান, দাবি করা চাঁদা না দিলে তাদের মারধরের শিকার হতে হয়। এদিকে ঘটনার পর এলাকায় অতিরিক্ত আইনশৃঙ্খলা বাহিনী মোতায়েন করা হয়েছে, পরিস্থিতি এখন স্বাভাবিক বলে জানা গেছে। সংশ্লিষ্ট সূত্রে জানা গেছে, এ ঘটনায় উচ্চপর্যায়ের তদন্ত কমিটি গঠন করা হয়েছে এবং কমিটিকে সাত কর্মদিবসের মধ্যে প্রতিবেদন জমা দিতে বলা হয়েছে। তদন্ত প্রতিবেদন হাতে পাওয়ার পর দায়ীদের বিরুদ্ধে আইনানুগ ব্যবস্থা নেওয়া হবে বলে জানান সংশ্লিষ্ট কর্মকর্তারা। উল্লেখ্য, বিষয়টি নিয়ে কয়েক দিন ধরে দেশজুড়ে ব্যাপক আলোচনা চলছে এবং কর্তৃপক্ষ পরিস্থিতি নিবিড় পর্যবেক্ষণে রেখেছে। বক্তারা বলেন, জাতীয় স্বার্থে দলমত নির্বিশেষে সবাইকে ঐক্যবদ্ধভাবে কাজ করতে হবে, কোনো ধরনের শৈথিল্য বরদাশত করা হবে না। বিশেষজ্ঞরা মনে করেন, চলমান সংকট উত্তরণে সমন্বিত উদ্যোগের বিকল্প নেই, সব পর্যায়ে স্বচ্ছতা ও জবাবদিহি নিশ্চিত করতে হবে। তিনি বলেন, জনগণের জানমালের নিরাপত্তা নিশ্চিত করতে প্রশাসনের পক্ষ থেকে প্রয়োজনীয় সব ধরনের ব্যবস্থা নেওয়া হয়েছে। অনুষ্ঠানে মন্ত্রণালয়ের ঊর্ধ্বতন কর্মকর্তা, বিভিন্ন রাজনৈতিক দলের নেতা ও সুশীল সমাজের প্রতিনিধিরা উপস্থিত ছিলেন।: [22, 1193, 201, 1586]
